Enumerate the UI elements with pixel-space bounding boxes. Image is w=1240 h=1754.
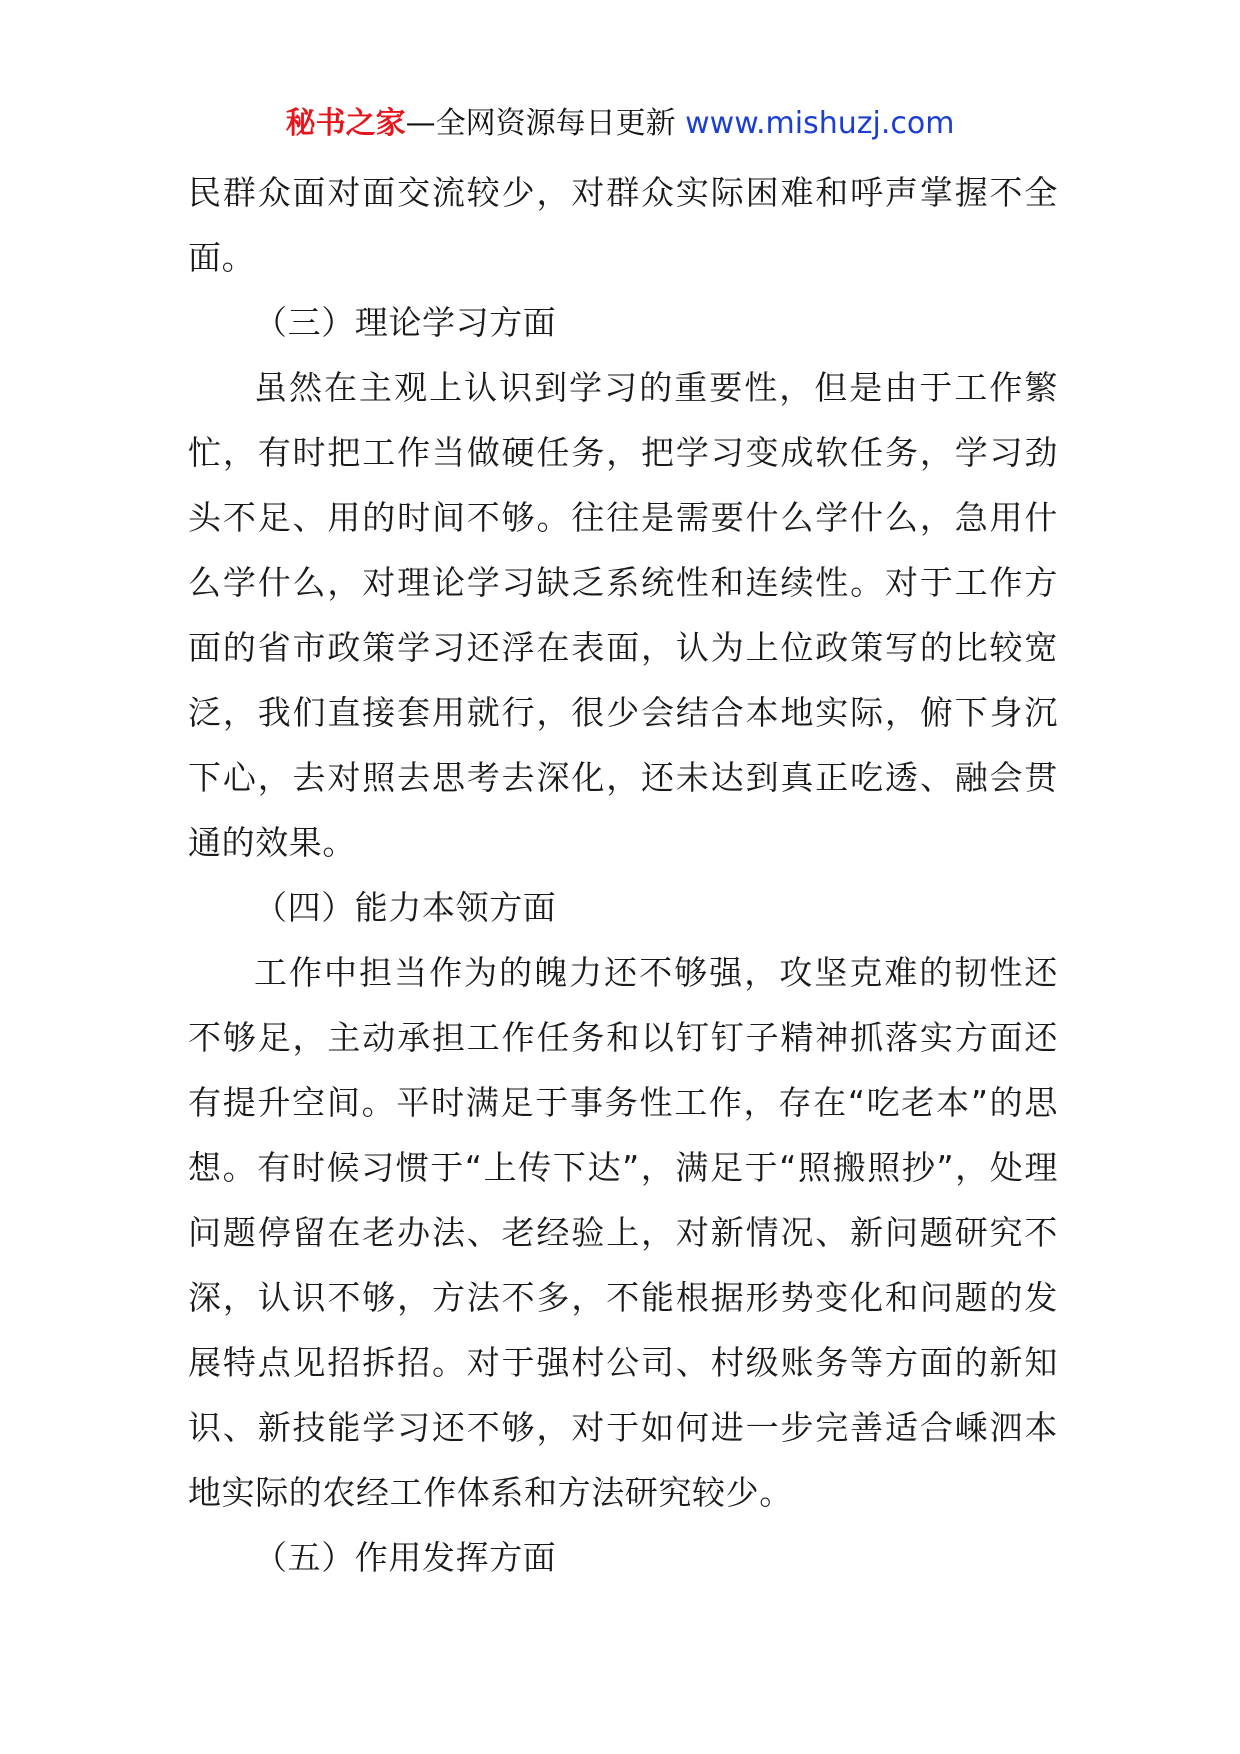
site-header — [0, 104, 1240, 144]
section-3-paragraph: 虽然在主观上认识到学习的重要性，但是由于工作繁忙，有时把工作当做硬任务，把学习变成软任务，学习劲头不足、用的时间不够。往往是需要什么学什么，急用什么学什么，对理论学习缺乏系统性和连续性。对于工作方面的省市政策学习还浮在表面，认为上位政策写的比较宽泛，我们直接套用就行，很少会结合本地实际，俯下身沉下心，去对照去思考去深化，还未达到真正吃透、融会贯通的效果。 — [188, 368, 1058, 862]
section-4-paragraph: 工作中担当作为的魄力还不够强，攻坚克难的韧性还不够足，主动承担工作任务和以钉钉子精神抓落实方面还有提升空间。平时满足于事务性工作，存在“吃老本”的思想。有时候习惯于“上传下达”，满足于“照搬照抄”，处理问题停留在老办法、老经验上，对新情况、新问题研究不深，认识不够，方法不多，不能根据形势变化和问题的发展特点见招拆招。对于强村公司、村级账务等方面的新知识、新技能学习还不够，对于如何进一步完善适合嵊泗本地实际的农经工作体系和方法研究较少。 — [188, 953, 1058, 1512]
site-brand: 秘书之家 — [285, 106, 406, 141]
section-5-heading: （五）作用发挥方面 — [254, 1538, 557, 1577]
section-3-heading: （三）理论学习方面 — [254, 303, 557, 342]
site-url-link[interactable]: www.mishuzj.com — [685, 106, 955, 141]
document-body — [188, 160, 1058, 1590]
continued-paragraph: 民群众面对面交流较少，对群众实际困难和呼声掌握不全面。 — [188, 173, 1058, 277]
site-tagline: —全网资源每日更新 — [405, 106, 676, 141]
section-4-heading: （四）能力本领方面 — [254, 888, 557, 927]
